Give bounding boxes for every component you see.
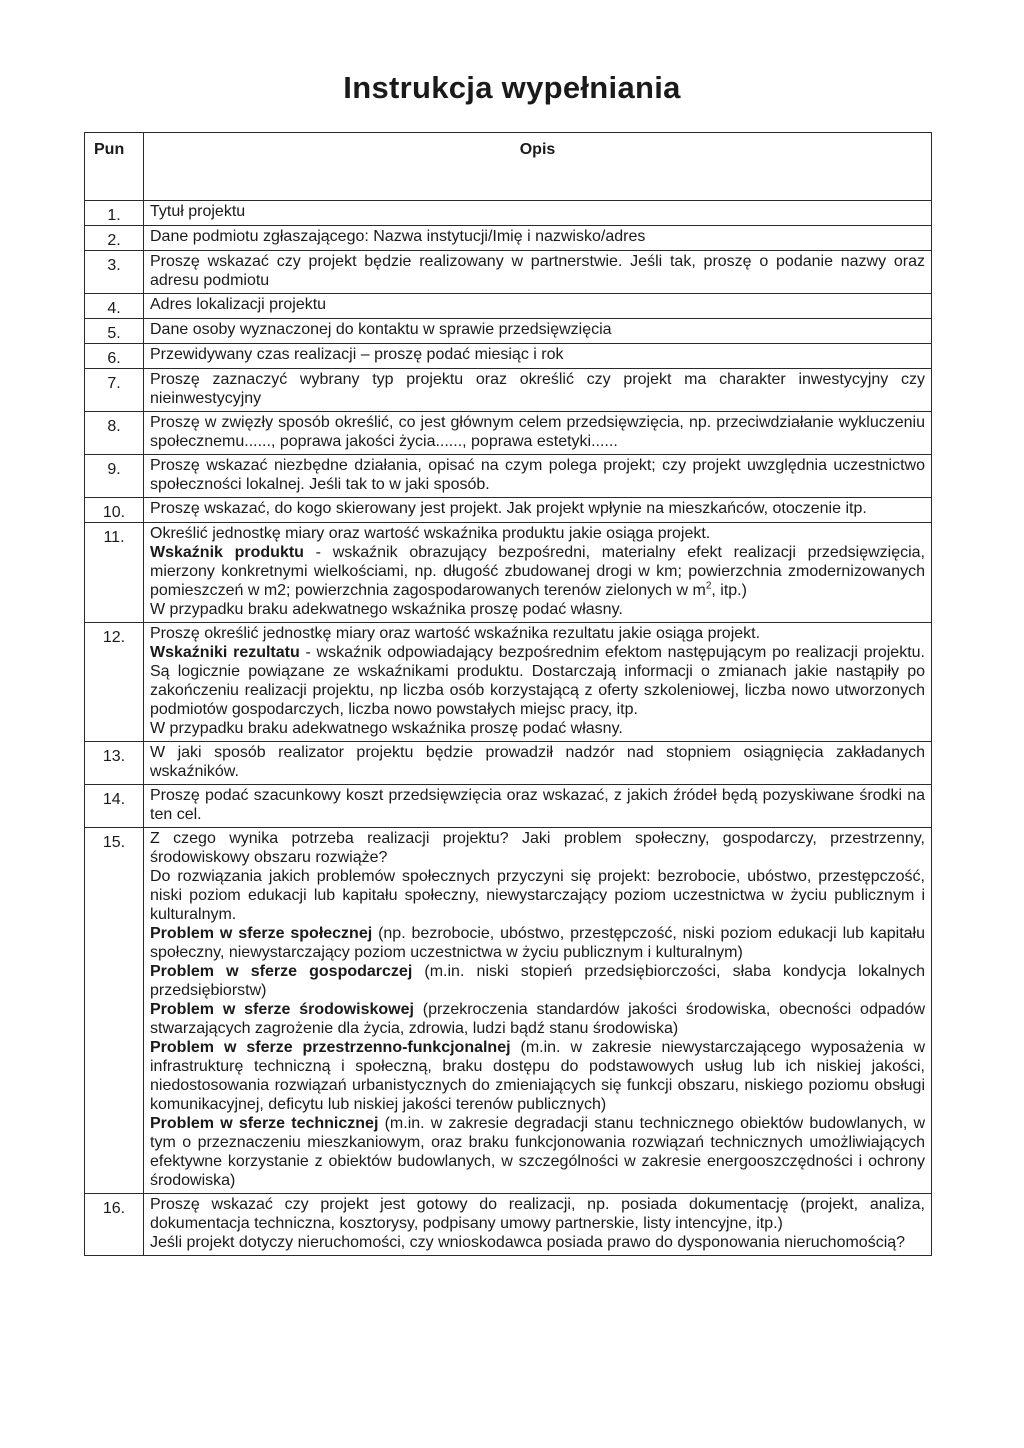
text-segment: Określić jednostkę miary oraz wartość wskaźnika produktu jakie osiąga projekt. — [150, 525, 711, 542]
instructions-table — [84, 132, 932, 1256]
text-segment: Proszę wskazać czy projekt będzie realizowany w partnerstwie. Jeśli tak, proszę o podanie nazwy oraz adresu podmiotu — [150, 253, 925, 289]
table-row — [85, 369, 932, 412]
description-paragraph — [150, 252, 925, 290]
row-description — [144, 1194, 932, 1256]
table-row — [85, 251, 932, 294]
text-segment: Proszę określić jednostkę miary oraz wartość wskaźnika rezultatu jakie osiąga projekt. — [150, 625, 761, 642]
text-segment: Proszę wskazać, do kogo skierowany jest projekt. Jak projekt wpłynie na mieszkańców, otoczenie itp. — [150, 500, 867, 517]
table-row — [85, 498, 932, 523]
text-segment: Z czego wynika potrzeba realizacji projektu? Jaki problem społeczny, gospodarczy, przestrzenny, środowiskowy obszaru rozwiąże? — [150, 830, 925, 866]
row-number: 3. — [85, 251, 144, 294]
text-segment: Przewidywany czas realizacji – proszę podać miesiąc i rok — [150, 346, 564, 363]
bold-term: Problem w sferze społecznej — [150, 925, 373, 942]
text-segment: (przekroczenia standardów jakości środowiska, obecności odpadów stwarzających zagrożenie dla życia, zdrowia, ludzi bądź stanu środowiska) — [150, 1001, 925, 1037]
description-paragraph — [150, 962, 925, 1000]
description-paragraph — [150, 829, 925, 867]
row-number: 1. — [85, 201, 144, 226]
row-number: 2. — [85, 226, 144, 251]
row-description — [144, 785, 932, 828]
table-row — [85, 523, 932, 623]
row-description — [144, 455, 932, 498]
table-row — [85, 455, 932, 498]
text-segment: (m.in. w zakresie degradacji stanu technicznego obiektów budowlanych, w tym o przeznaczeniu mieszkaniowym, oraz braku funkcjonowania rozwiązań technicznych umożliwiających efektywne korzystanie z obiektów budowlanych, w szczególności w zakresie energooszczędności i ochrony środowiska) — [150, 1115, 925, 1189]
text-segment: (m.in. niski stopień przedsiębiorczości, słaba kondycja lokalnych przedsiębiorstw) — [150, 963, 925, 999]
text-segment: Jeśli projekt dotyczy nieruchomości, czy wnioskodawca posiada prawo do dysponowania nieruchomością? — [150, 1234, 906, 1251]
superscript: 2 — [705, 580, 712, 592]
bold-term: Wskaźniki rezultatu — [150, 644, 300, 661]
row-description — [144, 412, 932, 455]
row-description — [144, 226, 932, 251]
text-segment: Dane osoby wyznaczonej do kontaktu w sprawie przedsięwzięcia — [150, 321, 612, 338]
description-paragraph — [150, 643, 925, 719]
table-row — [85, 201, 932, 226]
table-row — [85, 1194, 932, 1256]
page-title: Instrukcja wypełniania — [343, 70, 681, 105]
description-paragraph — [150, 867, 925, 924]
row-description — [144, 251, 932, 294]
text-segment: W przypadku braku adekwatnego wskaźnika proszę podać własny. — [150, 601, 623, 618]
description-paragraph — [150, 786, 925, 824]
text-segment: Tytuł projektu — [150, 203, 246, 220]
description-paragraph — [150, 1038, 925, 1114]
text-segment: , itp.) — [711, 582, 747, 599]
table-body — [85, 201, 932, 1256]
text-segment: Proszę wskazać czy projekt jest gotowy do realizacji, np. posiada dokumentację (projekt, analiza, dokumentacja techniczna, kosztorysy, podpisany umowy partnerskie, listy intencyjne, itp.) — [150, 1196, 925, 1232]
row-description — [144, 828, 932, 1194]
description-paragraph — [150, 924, 925, 962]
description-paragraph — [150, 227, 925, 246]
bold-term: Wskaźnik produktu — [150, 544, 304, 561]
row-number: 12. — [85, 623, 144, 742]
description-paragraph — [150, 719, 925, 738]
text-segment: Do rozwiązania jakich problemów społecznych przyczyni się projekt: bezrobocie, ubóstwo, przestępczość, niski poziom edukacji lub kapitału społeczny, niewystarczający poziom uczestnictwa w życiu publicznym i kulturalnym. — [150, 868, 925, 923]
text-segment: - wskaźnik obrazujący bezpośredni, materialny efekt realizacji przedsięwzięcia, mierzony konkretnymi wielkościami, np. długość zbudowanej drogi w km; powierzchnia zmodernizowanych pomieszczeń w m2; powierzchnia zagospodarowanych terenów zielonych w m — [150, 544, 925, 599]
description-paragraph — [150, 524, 925, 543]
text-segment: W przypadku braku adekwatnego wskaźnika proszę podać własny. — [150, 720, 623, 737]
row-description — [144, 523, 932, 623]
description-paragraph — [150, 600, 925, 619]
row-number: 14. — [85, 785, 144, 828]
description-paragraph — [150, 1233, 925, 1252]
row-description — [144, 201, 932, 226]
description-paragraph — [150, 413, 925, 451]
row-description — [144, 319, 932, 344]
table-row — [85, 828, 932, 1194]
row-number: 8. — [85, 412, 144, 455]
description-paragraph — [150, 1195, 925, 1233]
text-segment: - wskaźnik odpowiadający bezpośrednim efektom następującym po realizacji projektu. Są logicznie powiązane ze wskaźnikami produktu. Dostarczają informacji o zmianach jakie nastąpiły po zakończeniu realizacji projektu, np liczba osób korzystającą z oferty szkoleniowej, liczba nowo utworzonych podmiotów gospodarczych, liczba nowo powstałych miejsc pracy, itp. — [150, 644, 925, 718]
description-paragraph — [150, 202, 925, 221]
row-description — [144, 344, 932, 369]
row-description — [144, 623, 932, 742]
table-row — [85, 344, 932, 369]
description-paragraph — [150, 456, 925, 494]
row-number: 15. — [85, 828, 144, 1194]
row-number: 9. — [85, 455, 144, 498]
row-number: 4. — [85, 294, 144, 319]
description-paragraph — [150, 543, 925, 600]
table-row — [85, 319, 932, 344]
row-number: 6. — [85, 344, 144, 369]
text-segment: Proszę wskazać niezbędne działania, opisać na czym polega projekt; czy projekt uwzględnia uczestnictwo społeczności lokalnej. Jeśli tak to w jaki sposób. — [150, 457, 925, 493]
table-row — [85, 785, 932, 828]
row-description — [144, 294, 932, 319]
bold-term: Problem w sferze przestrzenno-funkcjonalnej — [150, 1039, 511, 1056]
row-number: 13. — [85, 742, 144, 785]
description-paragraph — [150, 499, 925, 518]
text-segment: W jaki sposób realizator projektu będzie prowadził nadzór nad stopniem osiągnięcia zakładanych wskaźników. — [150, 744, 925, 780]
table-row — [85, 623, 932, 742]
description-paragraph — [150, 1114, 925, 1190]
description-paragraph — [150, 1000, 925, 1038]
column-header-description: Opis — [144, 133, 932, 201]
row-description — [144, 369, 932, 412]
description-paragraph — [150, 370, 925, 408]
column-header-number: Pun — [85, 133, 144, 201]
bold-term: Problem w sferze gospodarczej — [150, 963, 413, 980]
text-segment: Proszę w zwięzły sposób określić, co jest głównym celem przedsięwzięcia, np. przeciwdziałanie wykluczeniu społecznemu......, poprawa jakości życia......, poprawa estetyki...... — [150, 414, 925, 450]
table-row — [85, 742, 932, 785]
text-segment: (np. bezrobocie, ubóstwo, przestępczość, niski poziom edukacji lub kapitału społeczny, niewystarczający poziom uczestnictwa w życiu publicznym i kulturalnym) — [150, 925, 925, 961]
text-segment: Adres lokalizacji projektu — [150, 296, 327, 313]
description-paragraph — [150, 295, 925, 314]
text-segment: Dane podmiotu zgłaszającego: Nazwa instytucji/Imię i nazwisko/adres — [150, 228, 646, 245]
bold-term: Problem w sferze technicznej — [150, 1115, 379, 1132]
description-paragraph — [150, 743, 925, 781]
row-number: 11. — [85, 523, 144, 623]
row-description — [144, 742, 932, 785]
text-segment: (m.in. w zakresie niewystarczającego wyposażenia w infrastrukturę techniczną i społeczną, braku dostępu do podstawowych usług lub ich niskiej jakości, niedostosowania rozwiązań urbanistycznych do zmieniających się funkcji obszaru, niskiego poziomu obsługi komunikacyjnej, deficytu lub niskiej jakości terenów publicznych) — [150, 1039, 926, 1113]
table-row — [85, 226, 932, 251]
description-paragraph — [150, 345, 925, 364]
row-description — [144, 498, 932, 523]
text-segment: Proszę podać szacunkowy koszt przedsięwzięcia oraz wskazać, z jakich źródeł będą pozyskiwane środki na ten cel. — [150, 787, 925, 823]
row-number: 16. — [85, 1194, 144, 1256]
row-number: 5. — [85, 319, 144, 344]
table-row — [85, 412, 932, 455]
description-paragraph — [150, 320, 925, 339]
bold-term: Problem w sferze środowiskowej — [150, 1001, 414, 1018]
table-header-row — [85, 133, 932, 201]
description-paragraph — [150, 624, 925, 643]
text-segment: Proszę zaznaczyć wybrany typ projektu oraz określić czy projekt ma charakter inwestycyjny czy nieinwestycyjny — [150, 371, 925, 407]
row-number: 7. — [85, 369, 144, 412]
row-number: 10. — [85, 498, 144, 523]
table-row — [85, 294, 932, 319]
